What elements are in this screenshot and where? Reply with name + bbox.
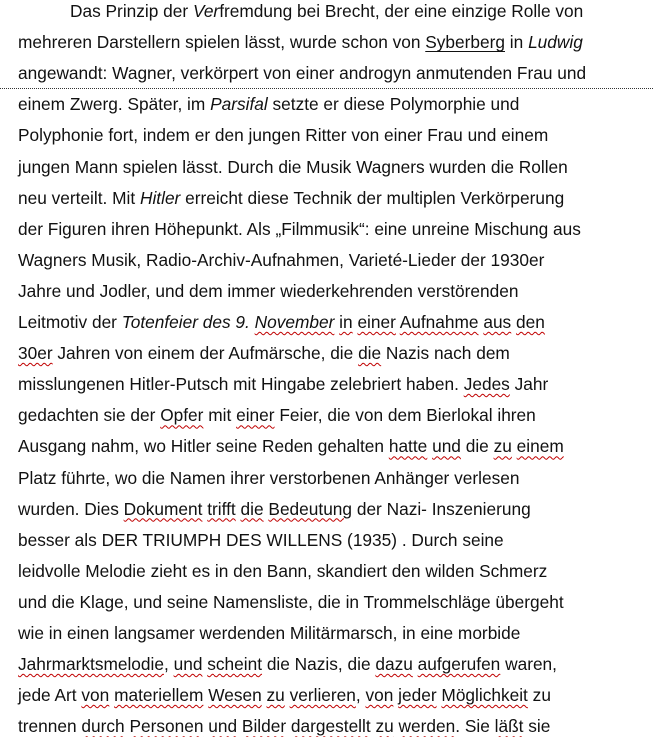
text-run: jungen Mann spielen lässt. Durch die Musik Wagners wurden die Rollen bbox=[18, 156, 568, 177]
spellcheck-flagged-word: 30er bbox=[18, 343, 53, 364]
text-line bbox=[18, 93, 519, 115]
spellcheck-flagged-word: den bbox=[516, 312, 545, 332]
text-line bbox=[18, 404, 536, 426]
text-run: mit bbox=[203, 405, 237, 426]
spellcheck-flagged-word: zu bbox=[493, 436, 512, 457]
spellcheck-flagged-word: in bbox=[339, 312, 353, 332]
text-run: sie bbox=[523, 716, 551, 737]
text-run: mehreren Darstellern spielen lässt, wurde schon von bbox=[18, 32, 426, 53]
spellcheck-flagged-word: Opfer bbox=[160, 405, 204, 426]
text-line bbox=[18, 249, 544, 271]
text-run: trennen bbox=[18, 716, 82, 737]
styled-text-run: Hitler bbox=[139, 187, 181, 208]
spellcheck-flagged-word: dazu bbox=[375, 654, 413, 675]
spellcheck-flagged-word: von bbox=[365, 685, 394, 706]
spellcheck-flagged-word: trifft bbox=[207, 498, 236, 519]
text-run: misslungenen Hitler-Putsch mit Hingabe zelebriert haben. bbox=[18, 374, 464, 395]
text-run: leidvolle Melodie zieht es in den Bann, skandiert den wilden Schmerz bbox=[18, 560, 548, 581]
text-run: Jahre und Jodler, und dem immer wiederkehrenden verstörenden bbox=[18, 280, 519, 301]
text-line bbox=[70, 0, 583, 22]
text-run: die bbox=[460, 436, 494, 457]
spellcheck-flagged-word: Jahrmarktsmelodie bbox=[18, 654, 164, 675]
spellcheck-flagged-word: einer bbox=[236, 405, 275, 426]
text-run: , bbox=[355, 685, 366, 706]
text-line bbox=[18, 435, 564, 457]
spellcheck-flagged-word: und bbox=[432, 436, 461, 457]
text-run: Nazis nach dem bbox=[381, 343, 510, 364]
text-line bbox=[18, 342, 510, 364]
spellcheck-flagged-word: aufgerufen bbox=[417, 654, 501, 675]
text-run: setzte er diese Polymorphie und bbox=[267, 94, 520, 115]
text-line bbox=[18, 373, 548, 395]
spellcheck-flagged-word: Syberberg bbox=[425, 32, 505, 53]
text-line bbox=[18, 622, 520, 644]
text-run: wurden. Dies bbox=[18, 498, 124, 519]
text-line bbox=[18, 156, 568, 178]
spellcheck-flagged-word: durch bbox=[81, 716, 125, 737]
text-run: Das Prinzip der bbox=[70, 1, 193, 21]
spellcheck-flagged-word: läßt bbox=[494, 716, 524, 737]
spellcheck-flagged-word: jeder bbox=[398, 685, 437, 706]
spellcheck-flagged-word: und bbox=[208, 716, 238, 737]
text-run: Jahr bbox=[509, 374, 549, 395]
spellcheck-flagged-word: materiellem bbox=[114, 685, 204, 706]
spellcheck-flagged-word: aus bbox=[483, 312, 512, 332]
spellcheck-flagged-word: Dokument bbox=[123, 498, 203, 519]
text-line bbox=[18, 62, 586, 84]
spellcheck-flagged-word: dargestellt bbox=[290, 716, 371, 737]
spellcheck-flagged-word: einer bbox=[357, 312, 396, 332]
styled-text-run: Ver bbox=[192, 1, 220, 21]
page-break-rule bbox=[0, 88, 653, 89]
text-line bbox=[18, 591, 564, 613]
styled-text-run: Totenfeier des 9. bbox=[121, 312, 255, 332]
spellcheck-flagged-word: November bbox=[254, 312, 335, 332]
text-run: Polyphonie fort, indem er den jungen Ritter von einer Frau und einem bbox=[18, 125, 549, 146]
text-run: waren, bbox=[500, 654, 557, 675]
spellcheck-flagged-word: und bbox=[173, 654, 203, 675]
text-run: angewandt: Wagner, verkörpert von einer androgyn anmutenden Frau und bbox=[18, 63, 587, 84]
text-line bbox=[18, 124, 548, 146]
text-run: und die Klage, und seine Namensliste, die in Trommelschläge übergeht bbox=[18, 591, 564, 612]
text-line bbox=[18, 653, 557, 675]
text-run: . Sie bbox=[455, 716, 495, 737]
spellcheck-flagged-word: Möglichkeit bbox=[441, 685, 528, 706]
spellcheck-flagged-word: die bbox=[358, 343, 382, 364]
text-line bbox=[18, 280, 518, 302]
text-line bbox=[18, 467, 519, 489]
text-line bbox=[18, 218, 581, 240]
spellcheck-flagged-word: Jedes bbox=[463, 374, 510, 395]
spellcheck-flagged-word: einem bbox=[516, 436, 564, 457]
spellcheck-flagged-word: die bbox=[240, 498, 264, 519]
text-run: jede Art bbox=[18, 685, 82, 706]
text-run: Leitmotiv der bbox=[18, 312, 122, 332]
spellcheck-flagged-word: Wesen bbox=[208, 685, 262, 706]
text-run: fremdung bei Brecht, der eine einzige Rolle von bbox=[219, 1, 584, 21]
text-run: Wagners Musik, Radio-Archiv-Aufnahmen, Varieté-Lieder der 1930er bbox=[18, 249, 545, 270]
text-line bbox=[18, 560, 547, 582]
text-line bbox=[18, 684, 551, 706]
text-run: in bbox=[505, 32, 529, 53]
spellcheck-flagged-word: zu bbox=[375, 716, 394, 737]
text-run: Feier, die von dem Bierlokal ihren bbox=[274, 405, 536, 426]
text-run: Jahren von einem der Aufmärsche, die bbox=[52, 343, 359, 364]
text-line bbox=[18, 187, 564, 209]
spellcheck-flagged-word: verlieren bbox=[289, 685, 356, 706]
spellcheck-flagged-word: von bbox=[81, 685, 110, 706]
text-run: die Nazis, die bbox=[262, 654, 376, 675]
spellcheck-flagged-word: zu bbox=[266, 685, 285, 706]
spellcheck-flagged-word: Bilder bbox=[241, 716, 287, 737]
spellcheck-flagged-word: Bedeutung bbox=[268, 498, 353, 519]
text-run: besser als DER TRIUMPH DES WILLENS (1935) . Durch seine bbox=[18, 529, 504, 550]
text-line bbox=[18, 498, 531, 520]
styled-text-run: Parsifal bbox=[210, 94, 268, 115]
text-line bbox=[18, 529, 504, 551]
text-line bbox=[18, 31, 583, 53]
spellcheck-flagged-word: hatte bbox=[388, 436, 428, 457]
text-run: der Figuren ihren Höhepunkt. Als „Filmmusik“: eine unreine Mischung aus bbox=[18, 218, 581, 239]
spellcheck-flagged-word: scheint bbox=[207, 654, 263, 675]
text-run: der Nazi- Inszenierung bbox=[352, 498, 531, 519]
text-line bbox=[18, 715, 550, 737]
spellcheck-flagged-word: werden bbox=[398, 716, 456, 737]
text-run: Ausgang nahm, wo Hitler seine Reden gehalten bbox=[18, 436, 389, 457]
styled-text-run: Ludwig bbox=[528, 32, 583, 53]
text-run: wie in einen langsamer werdenden Militärmarsch, in eine morbide bbox=[18, 623, 521, 643]
spellcheck-flagged-word: Aufnahme bbox=[399, 312, 479, 332]
text-run: , bbox=[163, 654, 174, 675]
text-run: einem Zwerg. Später, im bbox=[18, 94, 211, 115]
text-run: zu bbox=[527, 685, 551, 706]
text-run: gedachten sie der bbox=[18, 405, 161, 426]
text-run: neu verteilt. Mit bbox=[18, 187, 140, 208]
text-line bbox=[18, 311, 545, 333]
text-run: erreicht diese Technik der multiplen Verkörperung bbox=[180, 187, 565, 208]
text-run: Platz führte, wo die Namen ihrer verstorbenen Anhänger verlesen bbox=[18, 467, 520, 488]
spellcheck-flagged-word: Personen bbox=[129, 716, 204, 737]
